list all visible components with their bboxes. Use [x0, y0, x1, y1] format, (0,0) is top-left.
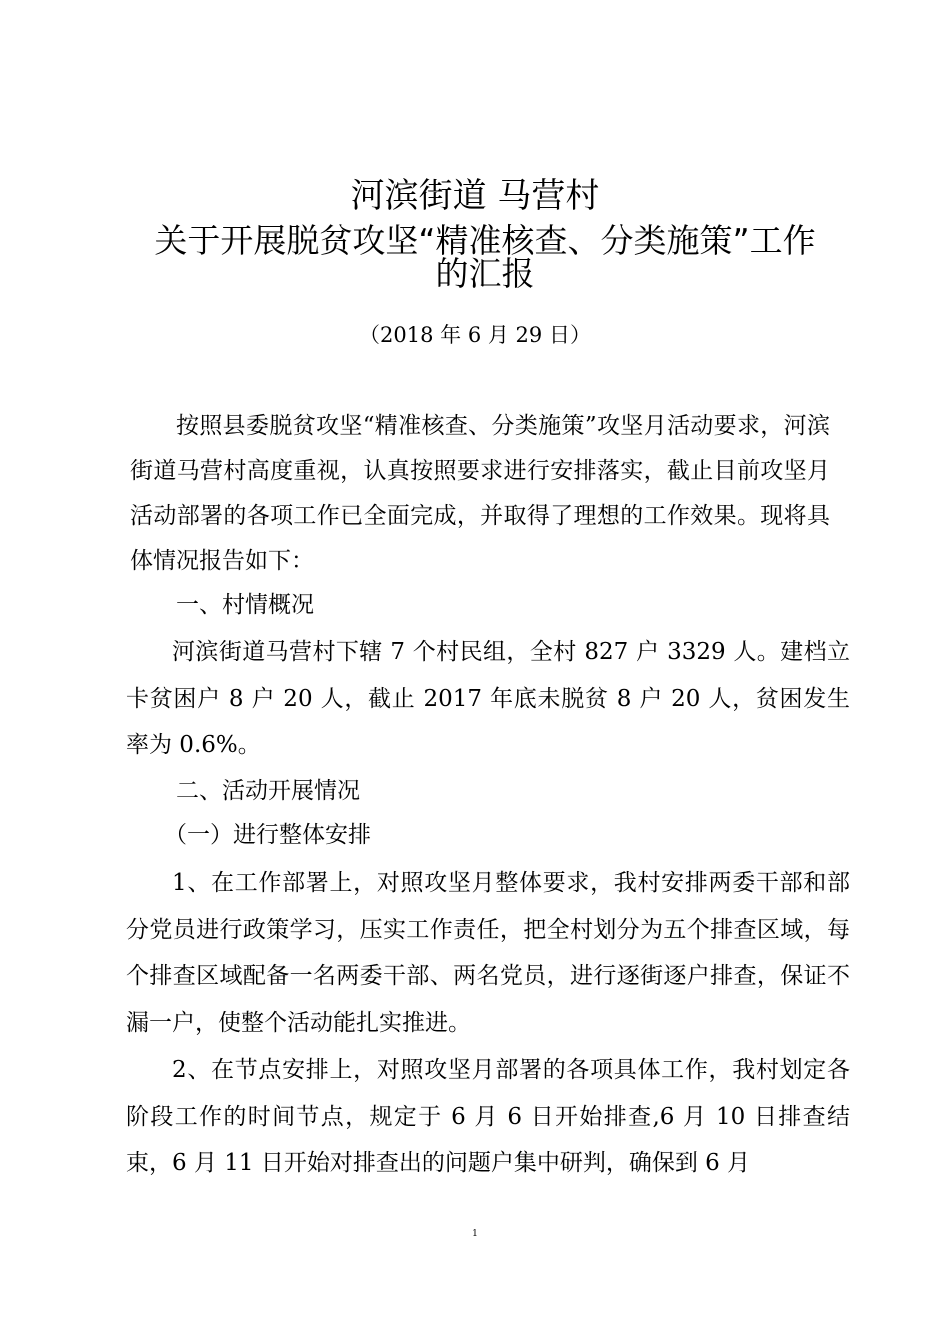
section1-paragraph: 河滨街道马营村下辖 7 个村民组，全村 827 户 3329 人。建档立卡贫困户 8 户 20 人，截止 2017 年底未脱贫 8 户 20 人，贫困发生率为 0.6%。	[126, 639, 850, 758]
item1-paragraph: 1、在工作部署上，对照攻坚月整体要求，我村安排两委干部和部分党员进行政策学习，压实工作责任，把全村划分为五个排查区域，每个排查区域配备一名两委干部、两名党员，进行逐街逐户排查，保证不漏一户，使整个活动能扎实推进。	[126, 870, 850, 1036]
section1-heading: 一、村情概况	[176, 592, 314, 618]
title-line-1: 河滨街道 马营村	[350, 176, 600, 216]
report-date: （2018 年 6 月 29 日）	[359, 323, 591, 347]
title-line-2: 关于开展脱贫攻坚“精准核查、分类施策”工作的汇报	[154, 221, 816, 293]
section2-heading: 二、活动开展情况	[176, 778, 360, 804]
subsection1-heading: （一）进行整体安排	[164, 822, 371, 848]
intro-paragraph: 按照县委脱贫攻坚“精准核查、分类施策”攻坚月活动要求，河滨街道马营村高度重视，认真按照要求进行安排落实，截止目前攻坚月活动部署的各项工作已全面完成，并取得了理想的工作效果。现将具体情况报告如下：	[130, 413, 830, 574]
item2-paragraph: 2、在节点安排上，对照攻坚月部署的各项具体工作，我村划定各阶段工作的时间节点，规定于 6 月 6 日开始排查,6 月 10 日排查结束，6 月 11 日开始对排查出的问题户集中研判，确保到 6 月	[126, 1057, 850, 1176]
page-number: 1	[472, 1229, 478, 1239]
